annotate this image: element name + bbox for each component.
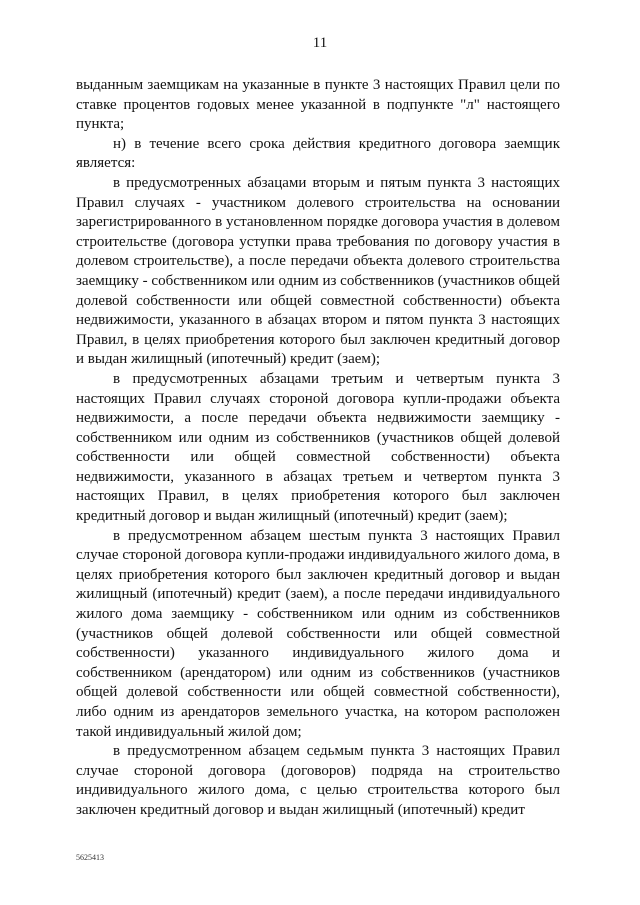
paragraph-continuation: выданным заемщикам на указанные в пункте 3 настоящих Правил цели по ставке процентов годовых менее указанной в подпункте "л" настоящего пункта; (76, 77, 560, 133)
paragraph-construction-contract: в предусмотренном абзацем седьмым пункта 3 настоящих Правил случае стороной договора (договоров) подряда на строительство индивидуального жилого дома, с целью строительства которого был заключен кредитный договор и выдан жилищный (ипотечный) кредит (76, 743, 560, 818)
document-body (76, 76, 560, 821)
paragraph-purchase-contract: в предусмотренных абзацами третьим и четвертым пункта 3 настоящих Правил случаях стороной договора купли-продажи объекта недвижимости, а после передачи объекта недвижимости заемщику - собственником или одним из собственников (участников общей долевой собственности или общей совместной собственности) объекта недвижимости, указанного в абзацах третьем и четвертом пункта 3 настоящих Правил, в целях приобретения которого был заключен кредитный договор и выдан жилищный (ипотечный) кредит (заем); (76, 370, 560, 525)
paragraph-subitem-n: н) в течение всего срока действия кредитного договора заемщик является: (76, 135, 560, 172)
footer-document-code: 5625413 (76, 853, 104, 862)
page-number: 11 (312, 35, 328, 51)
paragraph-individual-house-purchase: в предусмотренном абзацем шестым пункта 3 настоящих Правил случае стороной договора купли-продажи индивидуального жилого дома, в целях приобретения которого был заключен кредитный договор и выдан жилищный (ипотечный) кредит (заем), а после передачи индивидуального жилого дома заемщику - собственником или одним из собственников (участников общей долевой собственности или общей совместной собственности) указанного индивидуального жилого дома и собственником (арендатором) или одним из собственников (участников общей долевой собственности или общей совместной собственности), либо одним из арендаторов земельного участка, на котором расположен такой индивидуальный жилой дом; (76, 527, 560, 740)
paragraph-shared-construction: в предусмотренных абзацами вторым и пятым пункта 3 настоящих Правил случаях - участником долевого строительства на основании зарегистрированного в установленном порядке договора участия в долевом строительстве (договора уступки права требования по договору участия в долевом строительстве), а после передачи объекта долевого строительства заемщику - собственником или одним из собственников (участников общей долевой собственности или общей совместной собственности) объекта недвижимости, указанного в абзацах втором и пятом пункта 3 настоящих Правил, в целях приобретения которого был заключен кредитный договор и выдан жилищный (ипотечный) кредит (заем); (76, 174, 560, 368)
